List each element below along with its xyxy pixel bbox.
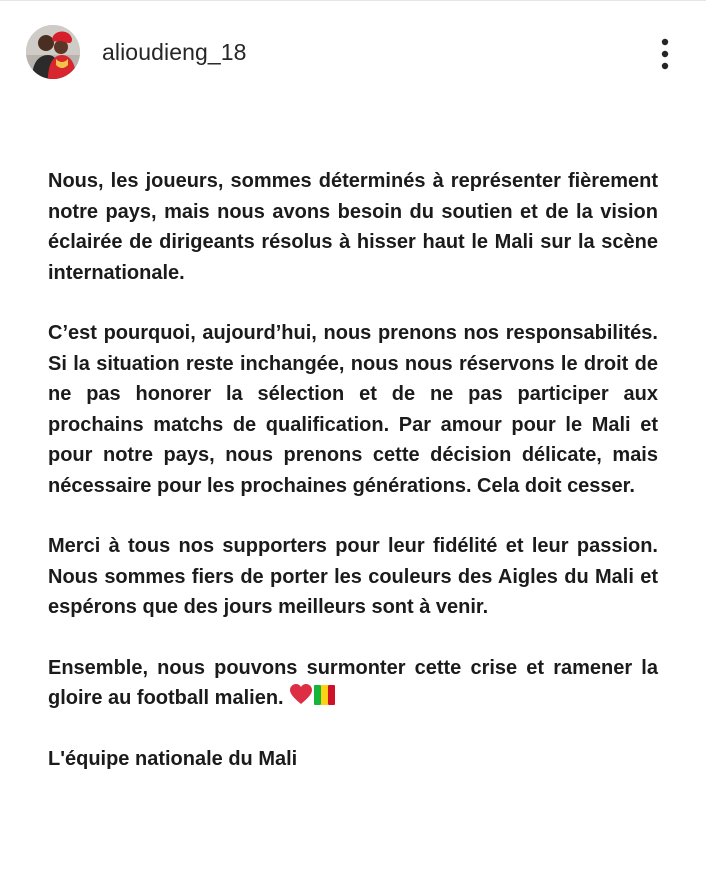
emoji-group: [290, 684, 336, 706]
caption-signature: L'équipe nationale du Mali: [48, 747, 298, 770]
more-options-button[interactable]: [650, 35, 680, 73]
post-caption: [48, 166, 658, 774]
avatar[interactable]: [26, 25, 80, 79]
username[interactable]: alioudieng_18: [102, 39, 247, 65]
mali-flag-icon: [314, 685, 335, 705]
profile-photo-avatar: [26, 25, 80, 79]
vertical-ellipsis-icon: [650, 35, 680, 73]
heart-icon: [290, 684, 312, 704]
caption-paragraph-1: Nous, les joueurs, sommes déterminés à représenter fièrement notre pays, mais nous avons besoin du soutien et de la vision éclairée de dirigeants résolus à hisser haut le Mali sur la scène internationale.: [48, 170, 658, 284]
caption-paragraph-2: C’est pourquoi, aujourd’hui, nous prenons nos responsabilités. Si la situation reste inchangée, nous nous réservons le droit de ne pas honorer la sélection et de ne pas participer aux prochains matchs de qualification. Par amour pour le Mali et pour notre pays, nous prenons cette décision délicate, mais nécessaire pour les prochaines générations. Cela doit cesser.: [48, 322, 658, 497]
caption-paragraph-4-text: Ensemble, nous pouvons surmonter cette crise et ramener la gloire au football malien.: [48, 656, 658, 709]
caption-paragraph-3: Merci à tous nos supporters pour leur fidélité et leur passion. Nous sommes fiers de porter les couleurs des Aigles du Mali et espérons que des jours meilleurs sont à venir.: [48, 535, 658, 618]
post-header: [0, 0, 706, 101]
caption-paragraph-4: [48, 653, 658, 714]
